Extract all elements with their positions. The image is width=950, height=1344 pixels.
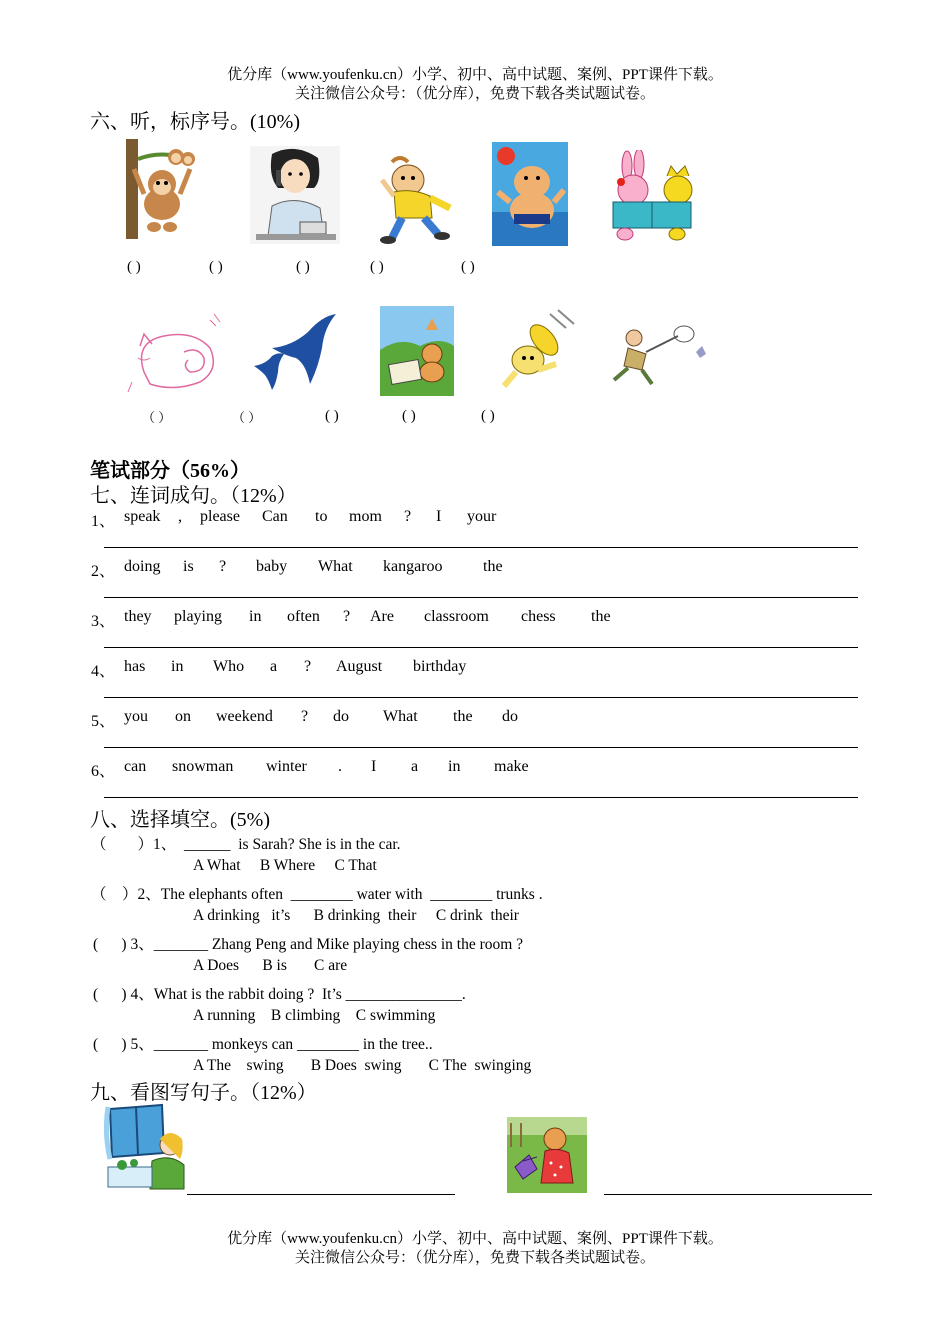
word: chess	[521, 608, 556, 625]
flying-birds-picture	[252, 308, 340, 394]
word: .	[338, 758, 342, 775]
word: is	[183, 558, 194, 575]
answer-paren-10[interactable]: ( )	[481, 408, 495, 424]
word: What	[383, 708, 418, 725]
word: What	[318, 558, 353, 575]
choice-question-1: （ ）1、 ______ is Sarah? She is in the car.	[91, 836, 401, 853]
answer-paren-2[interactable]: ( )	[209, 259, 223, 275]
written-part-title: 笔试部分（56%）	[90, 460, 250, 482]
choice-options-4[interactable]: A running B climbing C swimming	[193, 1007, 436, 1024]
section-7-title: 七、连词成句。（12%）	[90, 485, 297, 507]
girl-on-phone-picture	[250, 146, 340, 244]
word: mom	[349, 508, 382, 525]
word: kangaroo	[383, 558, 443, 575]
header-line-2: 关注微信公众号：（优分库），免费下载各类试题试卷。	[294, 86, 655, 102]
section-9-title: 九、看图写句子。（12%）	[90, 1082, 317, 1104]
word: make	[494, 758, 529, 775]
swimming-bear-picture	[492, 142, 568, 246]
word: often	[287, 608, 320, 625]
bear-with-butterfly-picture	[507, 1117, 587, 1193]
choice-options-5[interactable]: A The swing B Does swing C The swinging	[193, 1057, 532, 1074]
word: classroom	[424, 608, 489, 625]
sentence-item-4	[91, 658, 871, 682]
word: Can	[262, 508, 288, 525]
answer-line-1[interactable]	[104, 547, 858, 548]
word: doing	[124, 558, 161, 575]
choice-options-2[interactable]: A drinking it’s B drinking their C drink their	[193, 907, 519, 924]
rabbit-cat-reading-picture	[607, 150, 701, 242]
choice-question-3: ( ) 3、_______ Zhang Peng and Mike playing chess in the room ?	[93, 936, 524, 953]
choice-question-4: ( ) 4、What is the rabbit doing ? It’s _______________.	[93, 986, 466, 1003]
word: winter	[266, 758, 307, 775]
diving-bear-picture	[498, 306, 578, 392]
picture-sentence-line-1[interactable]	[187, 1194, 455, 1195]
picture-sentence-line-2[interactable]	[604, 1194, 872, 1195]
word: they	[124, 608, 152, 625]
sentence-item-3	[91, 608, 871, 632]
sentence-item-1	[91, 508, 871, 532]
answer-paren-4[interactable]: ( )	[370, 259, 384, 275]
item-number: 2、	[91, 563, 116, 580]
word: in	[249, 608, 262, 625]
item-number: 3、	[91, 613, 116, 630]
word: the	[483, 558, 503, 575]
sentence-item-5	[91, 708, 871, 732]
choice-options-3[interactable]: A Does B is C are	[193, 957, 348, 974]
sleeping-cat-picture	[124, 312, 224, 396]
word: to	[315, 508, 328, 525]
word: please	[200, 508, 240, 525]
answer-line-3[interactable]	[104, 647, 858, 648]
word: ?	[343, 608, 351, 625]
word: ?	[304, 658, 312, 675]
word: in	[448, 758, 461, 775]
word: ?	[404, 508, 412, 525]
header-line-1: 优分库（www.youfenku.cn）小学、初中、高中试题、案例、PPT课件下载。	[227, 67, 723, 83]
choice-question-5: ( ) 5、_______ monkeys can ________ in the tree..	[93, 1036, 433, 1053]
word: a	[270, 658, 278, 675]
word: August	[336, 658, 383, 675]
answer-paren-6[interactable]: （ ）	[142, 410, 172, 425]
picnic-bears-picture	[380, 306, 454, 396]
answer-paren-1[interactable]: ( )	[127, 259, 141, 275]
answer-line-4[interactable]	[104, 697, 858, 698]
footer-line-2: 关注微信公众号：（优分库），免费下载各类试题试卷。	[294, 1250, 655, 1266]
word: ,	[178, 508, 182, 525]
word: do	[502, 708, 518, 725]
word: has	[124, 658, 146, 675]
word: Who	[213, 658, 245, 675]
word: weekend	[216, 708, 273, 725]
sentence-item-6	[91, 758, 871, 782]
item-number: 4、	[91, 663, 116, 680]
word: ?	[219, 558, 227, 575]
word: ?	[301, 708, 309, 725]
word: Are	[370, 608, 394, 625]
catching-butterfly-picture	[606, 318, 712, 390]
word: baby	[256, 558, 288, 575]
answer-line-6[interactable]	[104, 797, 858, 798]
word: you	[124, 708, 148, 725]
word: a	[411, 758, 419, 775]
section-6-title: 六、听，标序号。(10%)	[90, 111, 300, 133]
section-8-title: 八、选择填空。(5%)	[90, 809, 270, 831]
word: the	[453, 708, 473, 725]
word: do	[333, 708, 349, 725]
answer-paren-9[interactable]: ( )	[402, 408, 416, 424]
word: on	[175, 708, 191, 725]
answer-paren-8[interactable]: ( )	[325, 408, 339, 424]
choice-question-2: （ ）2、The elephants often ________ water with ________ trunks .	[91, 886, 543, 903]
monkeys-picture	[124, 139, 199, 239]
word: snowman	[172, 758, 234, 775]
word: I	[436, 508, 442, 525]
answer-line-2[interactable]	[104, 597, 858, 598]
word: speak	[124, 508, 161, 525]
footer-line-1: 优分库（www.youfenku.cn）小学、初中、高中试题、案例、PPT课件下载。	[227, 1231, 723, 1247]
word: birthday	[413, 658, 467, 675]
word: can	[124, 758, 147, 775]
word: the	[591, 608, 611, 625]
answer-line-5[interactable]	[104, 747, 858, 748]
item-number: 5、	[91, 713, 116, 730]
girl-at-window-picture	[104, 1103, 188, 1193]
item-number: 1、	[91, 513, 116, 530]
item-number: 6、	[91, 763, 116, 780]
answer-paren-5[interactable]: ( )	[461, 259, 475, 275]
choice-options-1[interactable]: A What B Where C That	[193, 857, 377, 874]
word: playing	[174, 608, 222, 625]
running-dog-picture	[372, 152, 458, 246]
word: I	[371, 758, 377, 775]
sentence-item-2	[91, 558, 871, 582]
answer-paren-7[interactable]: （ ）	[232, 410, 262, 425]
word: your	[467, 508, 497, 525]
word: in	[171, 658, 184, 675]
answer-paren-3[interactable]: ( )	[296, 259, 310, 275]
